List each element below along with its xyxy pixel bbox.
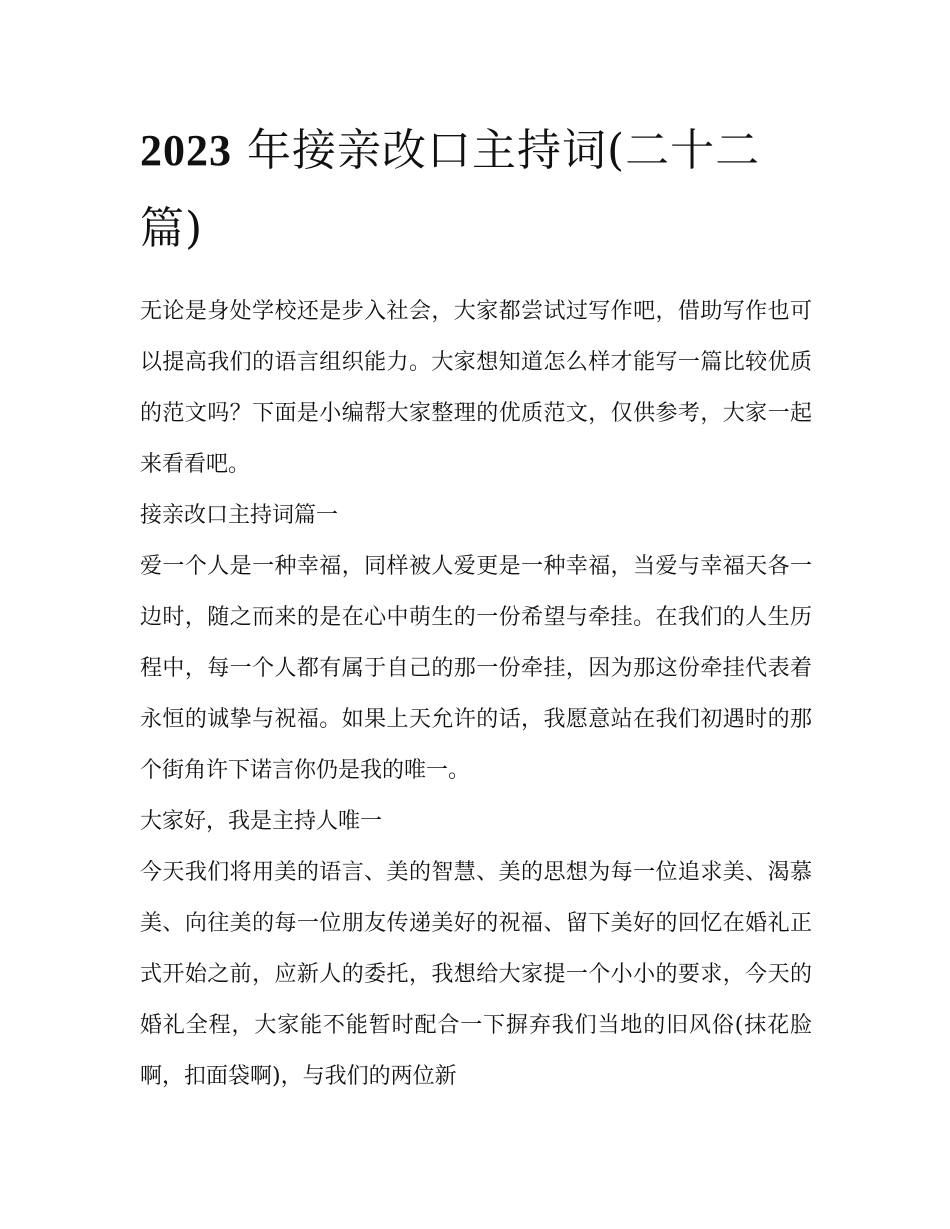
title-year: 2023	[140, 126, 232, 175]
intro-paragraph: 无论是身处学校还是步入社会，大家都尝试过写作吧，借助写作也可以提高我们的语言组织能力。大家想知道怎么样才能写一篇比较优质的范文吗？下面是小编帮大家整理的优质范文，仅供参考，大家一起来看看吧。	[140, 299, 812, 477]
document-page	[140, 112, 812, 1102]
paragraph-1: 爱一个人是一种幸福，同样被人爱更是一种幸福，当爱与幸福天各一边时，随之而来的是在心中萌生的一份希望与牵挂。在我们的人生历程中，每一个人都有属于自己的那一份牵挂，因为那这份牵挂代表着永恒的诚挚与祝福。如果上天允许的话，我愿意站在我们初遇时的那个街角许下诺言你仍是我的唯一。	[140, 554, 812, 783]
title-text: 年接亲改口主持词(二十二篇)	[140, 125, 761, 254]
paragraph-2: 大家好，我是主持人唯一	[140, 809, 383, 834]
section-heading: 接亲改口主持词篇一	[140, 503, 339, 528]
paragraph-3: 今天我们将用美的语言、美的智慧、美的思想为每一位追求美、渴慕美、向往美的每一位朋友传递美好的祝福、留下美好的回忆在婚礼正式开始之前，应新人的委托，我想给大家提一个小小的要求，今天的婚礼全程，大家能不能暂时配合一下摒弃我们当地的旧风俗(抹花脸啊，扣面袋啊)，与我们的两位新	[140, 860, 812, 1089]
document-title	[140, 112, 812, 268]
